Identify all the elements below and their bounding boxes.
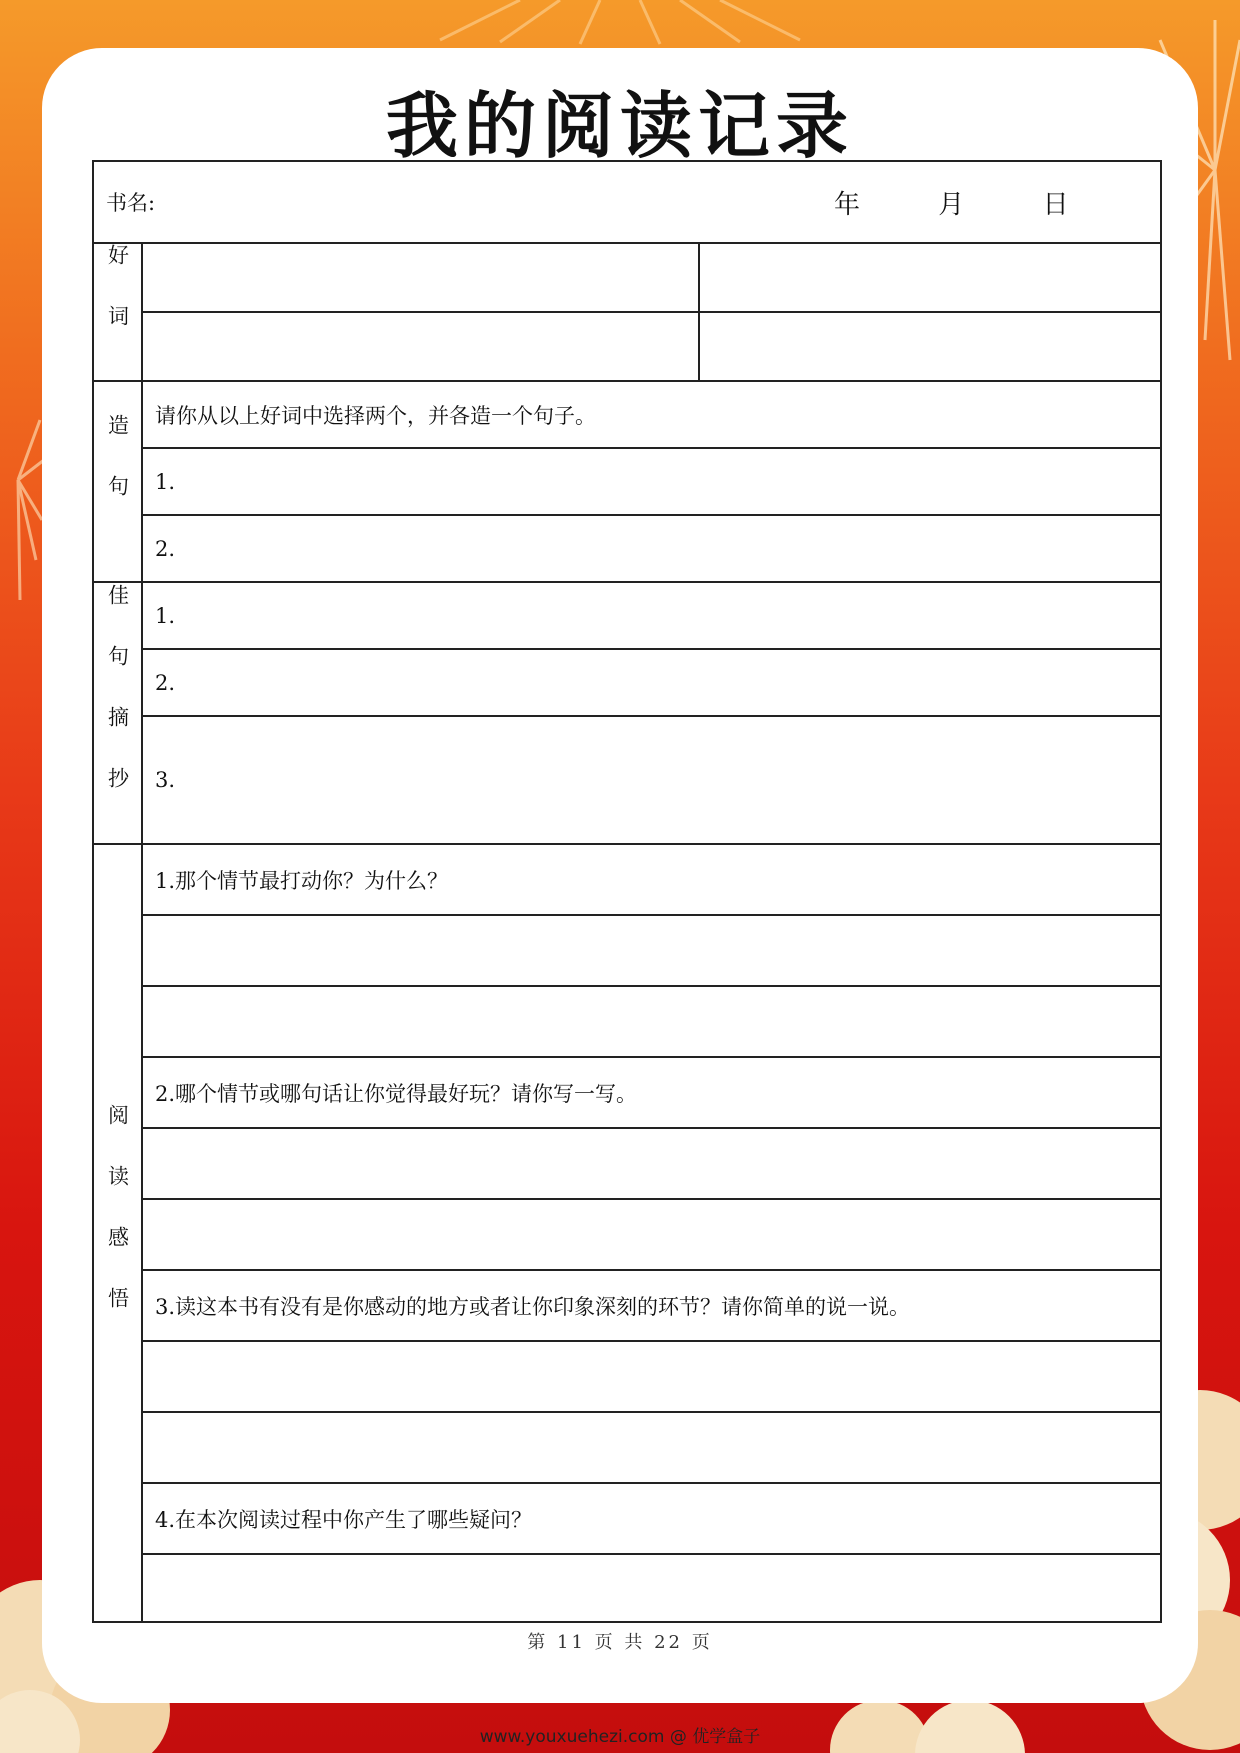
answer-line[interactable] (142, 1128, 1161, 1199)
sentence-line-2[interactable]: 2. (142, 515, 1161, 582)
reflection-question-4: 4.在本次阅读过程中你产生了哪些疑问？ (142, 1483, 1161, 1554)
excerpt-line-3[interactable]: 3. (142, 716, 1161, 844)
reflection-question-row (93, 1483, 1161, 1554)
good-word-field[interactable] (699, 243, 1161, 312)
day-label: 日 (1042, 190, 1069, 220)
month-label: 月 (938, 190, 965, 220)
good-word-field[interactable] (142, 243, 699, 312)
sentence-instruction: 请你从以上好词中选择两个，并各造一个句子。 (142, 381, 1161, 448)
answer-line[interactable] (142, 915, 1161, 986)
firework-top-center-icon (440, 0, 800, 44)
sentence-line-1[interactable]: 1. (142, 448, 1161, 515)
reflection-question-row (93, 844, 1161, 915)
answer-line[interactable] (142, 1199, 1161, 1270)
answer-line[interactable] (142, 1341, 1161, 1412)
answer-line-row (93, 915, 1161, 986)
sentence-making-label: 造句 (93, 381, 142, 582)
good-words-label: 好词 (93, 243, 142, 381)
sentence-instruction-row (93, 381, 1161, 448)
book-name-label: 书名: (106, 191, 156, 215)
reflection-question-3: 3.读这本书有没有是你感动的地方或者让你印象深刻的环节？请你简单的说一说。 (142, 1270, 1161, 1341)
excerpt-line-2[interactable]: 2. (142, 649, 1161, 716)
answer-line[interactable] (142, 1554, 1161, 1622)
reflection-label: 阅读感悟 (93, 844, 142, 1622)
answer-line-row (93, 986, 1161, 1057)
answer-line-row (93, 1199, 1161, 1270)
reading-record-table (92, 160, 1162, 1623)
date-fields (834, 184, 1139, 221)
excerpt-row (93, 582, 1161, 649)
excerpt-line-1[interactable]: 1. (142, 582, 1161, 649)
answer-line-row (93, 1128, 1161, 1199)
answer-line-row (93, 1412, 1161, 1483)
firework-left-icon (18, 420, 44, 600)
excerpt-row (93, 649, 1161, 716)
book-name-field[interactable] (93, 161, 1161, 243)
year-label: 年 (834, 190, 861, 220)
answer-line[interactable] (142, 1412, 1161, 1483)
answer-line-row (93, 1341, 1161, 1412)
answer-line-row (93, 1554, 1161, 1622)
good-word-field[interactable] (142, 312, 699, 381)
good-words-row (93, 312, 1161, 381)
good-words-row (93, 243, 1161, 312)
excerpt-row (93, 716, 1161, 844)
good-word-field[interactable] (699, 312, 1161, 381)
answer-line[interactable] (142, 986, 1161, 1057)
page-title: 我的阅读记录 (385, 83, 854, 168)
reflection-question-2: 2.哪个情节或哪句话让你觉得最好玩？请你写一写。 (142, 1057, 1161, 1128)
excerpts-label: 佳句摘抄 (93, 582, 142, 844)
sentence-line-row (93, 448, 1161, 515)
reflection-question-row (93, 1270, 1161, 1341)
watermark: www.youxuehezi.com @ 优学盒子 (479, 1727, 761, 1747)
page-number: 第 11 页 共 22 页 (527, 1632, 713, 1653)
header-row (93, 161, 1161, 243)
sentence-line-row (93, 515, 1161, 582)
reflection-question-1: 1.那个情节最打动你？为什么？ (142, 844, 1161, 915)
reflection-question-row (93, 1057, 1161, 1128)
